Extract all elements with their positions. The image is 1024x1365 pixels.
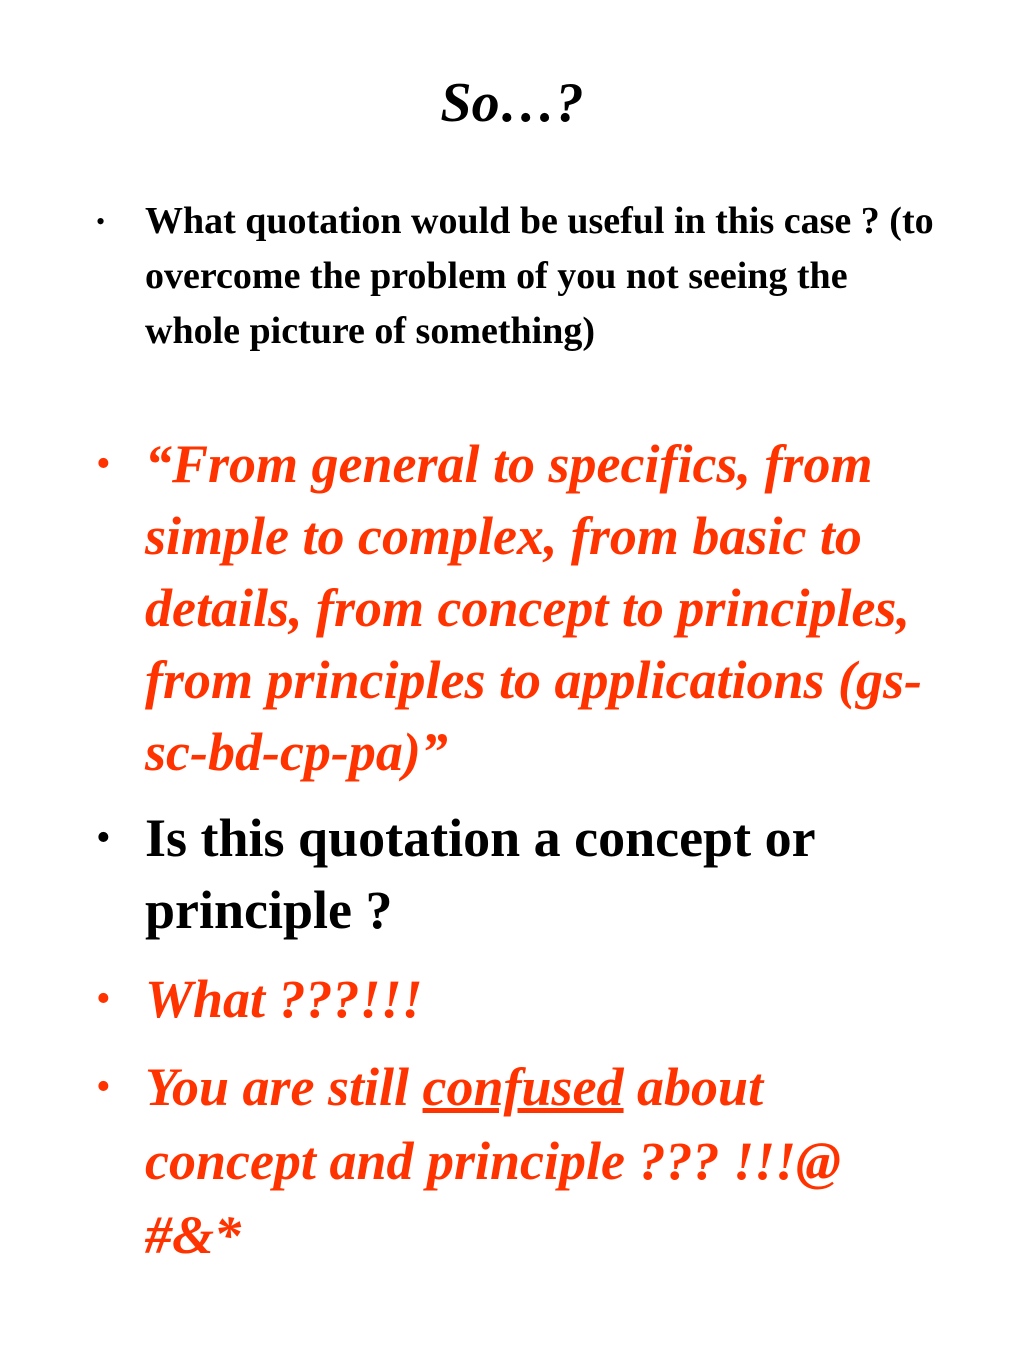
bullet-text: Is this quotation a concept or principle ? bbox=[145, 808, 815, 940]
underlined-word: confused bbox=[422, 1057, 624, 1117]
bullet-marker: • bbox=[96, 441, 111, 487]
bullet-text-after: about concept and principle ??? !!!@ #&* bbox=[145, 1057, 841, 1265]
bullet-marker: • bbox=[96, 815, 111, 861]
bullet-text: What quotation would be useful in this case ? (to overcome the problem of you not seeing the whole picture of something) bbox=[145, 200, 934, 352]
slide-title: So…? bbox=[440, 72, 584, 134]
bullet-text-before: You are still bbox=[145, 1057, 423, 1117]
quotation-text: “From general to specifics, from simple to complex, from basic to details, from concept to principles, from principles to applications (gs-sc-bd-cp-pa)” bbox=[145, 434, 923, 782]
bullet-marker: • bbox=[96, 1064, 111, 1110]
bullet-marker: • bbox=[96, 207, 106, 236]
bullet-text: What ???!!! bbox=[145, 969, 423, 1029]
bullet-text bbox=[145, 1050, 945, 1272]
bullet-marker: • bbox=[96, 976, 111, 1022]
